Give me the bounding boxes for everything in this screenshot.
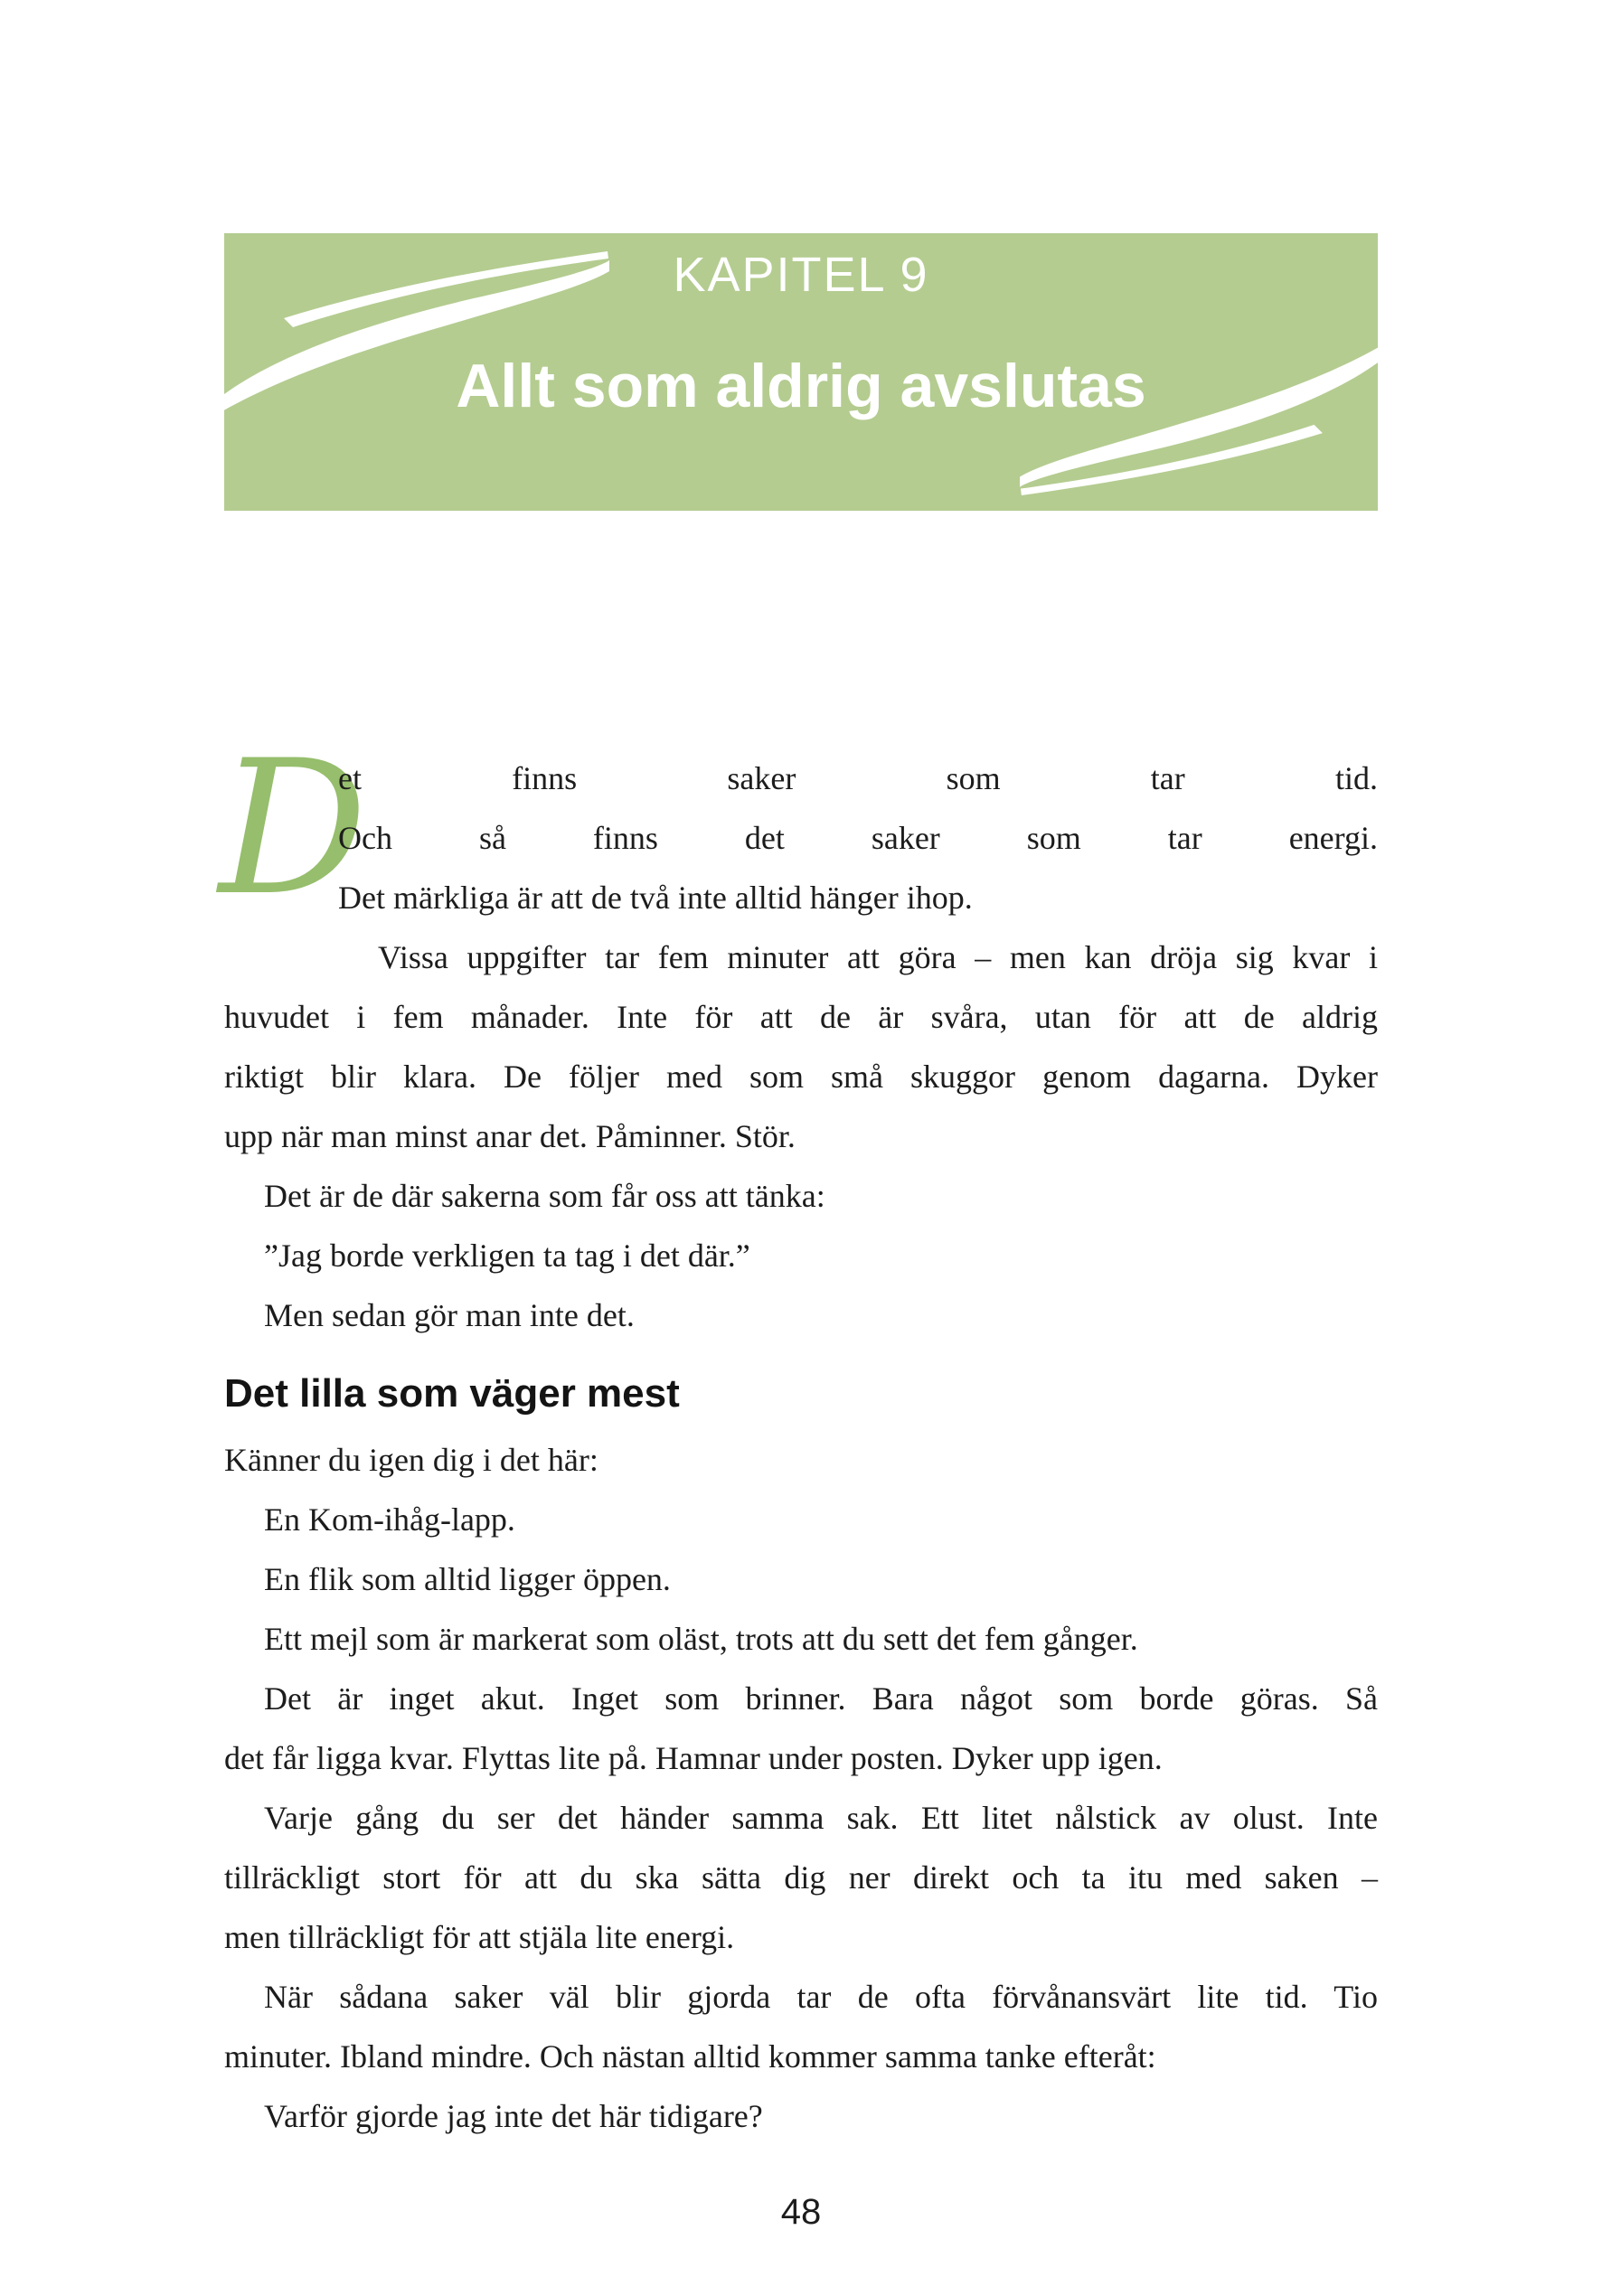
body-content: [219, 721, 1378, 2146]
paragraph: [224, 2086, 1378, 2146]
body-line: Vissa uppgifter tar fem minuter att göra – men kan dröja sig kvar i: [378, 939, 1378, 975]
body-line: Ett mejl som är markerat som oläst, trots att du sett det fem gånger.: [264, 1621, 1138, 1657]
dropcap: D: [219, 721, 368, 936]
paragraph: [224, 1430, 1378, 1490]
page-number: 48: [780, 2192, 822, 2232]
body-line: tillräckligt stort för att du ska sätta dig ner direkt och ta itu med saken –: [224, 1859, 1378, 1896]
body-line: Men sedan gör man inte det.: [264, 1297, 635, 1333]
body-line: Känner du igen dig i det här:: [224, 1442, 598, 1478]
chapter-kicker: KAPITEL 9: [673, 248, 929, 302]
paragraph: [224, 1285, 1378, 1345]
body-line: men tillräckligt för att stjäla lite energi.: [224, 1919, 735, 1955]
body-line: riktigt blir klara. De följer med som små skuggor genom dagarna. Dyker: [224, 1059, 1378, 1095]
body-line: ”Jag borde verkligen ta tag i det där.”: [264, 1237, 750, 1274]
body-line: Varje gång du ser det händer samma sak. Ett litet nålstick av olust. Inte: [264, 1800, 1378, 1836]
body-line: När sådana saker väl blir gjorda tar de ofta förvånansvärt lite tid. Tio: [264, 1979, 1378, 2015]
paragraph: [224, 1609, 1378, 1669]
body-line: minuter. Ibland mindre. Och nästan alltid kommer samma tanke efteråt:: [224, 2038, 1156, 2075]
body-line: Det är inget akut. Inget som brinner. Bara något som borde göras. Så: [264, 1680, 1378, 1717]
body-line: det får ligga kvar. Flyttas lite på. Hamnar under posten. Dyker upp igen.: [224, 1740, 1163, 1776]
paragraph: [224, 1226, 1378, 1285]
section-heading: Det lilla som väger mest: [224, 1371, 680, 1416]
opening-paragraph: [219, 721, 1378, 936]
body-line: En flik som alltid ligger öppen.: [264, 1561, 671, 1597]
body-line: Varför gjorde jag inte det här tidigare?: [264, 2098, 763, 2134]
paragraph: [224, 1967, 1378, 2086]
body-line: upp när man minst anar det. Påminner. Stör.: [224, 1118, 796, 1154]
paragraph: [224, 927, 1378, 1166]
body-line: huvudet i fem månader. Inte för att de är svåra, utan för att de aldrig: [224, 999, 1378, 1035]
chapter-banner: [224, 233, 1378, 511]
body-line: Det är de där sakerna som får oss att tänka:: [264, 1178, 825, 1214]
body-line: Och så finns det saker som tar energi.: [338, 820, 1378, 856]
paragraph: [224, 1166, 1378, 1226]
body-line: En Kom-ihåg-lapp.: [264, 1501, 515, 1538]
paragraph: [224, 1669, 1378, 1788]
chapter-title: Allt som aldrig avslutas: [456, 352, 1146, 420]
body-line: Det märkliga är att de två inte alltid hänger ihop.: [338, 880, 973, 916]
paragraph: [224, 1490, 1378, 1549]
body-line: et finns saker som tar tid.: [338, 760, 1378, 796]
paragraph: [224, 1549, 1378, 1609]
paragraph: [224, 1788, 1378, 1967]
